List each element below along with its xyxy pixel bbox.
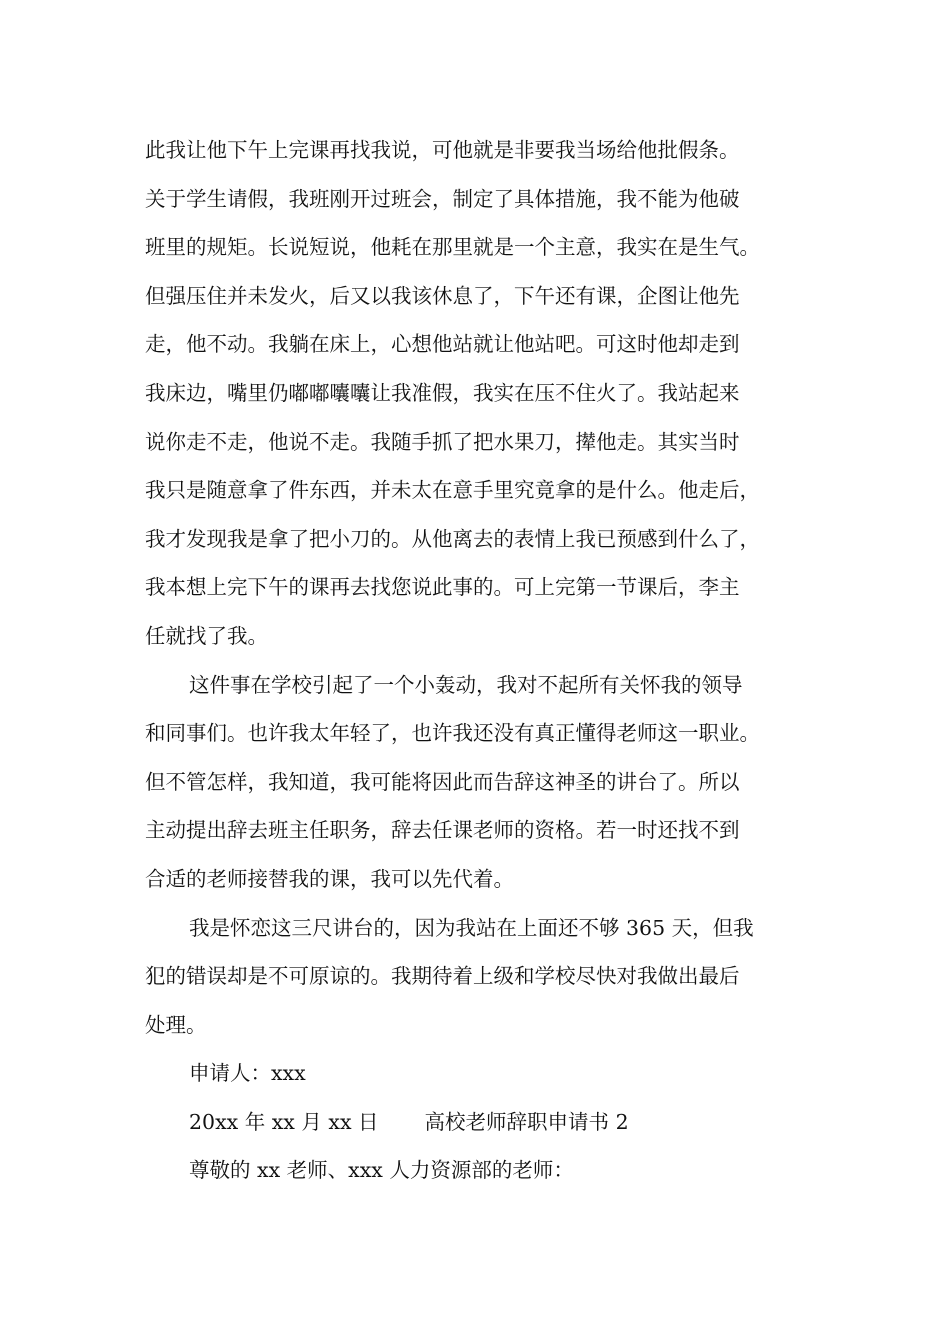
text-line: 我才发现我是拿了把小刀的。从他离去的表情上我已预感到什么了， <box>145 526 760 551</box>
document-body <box>145 126 825 1195</box>
text-line: 关于学生请假，我班刚开过班会，制定了具体措施，我不能为他破 <box>145 186 740 211</box>
text-line: 这件事在学校引起了一个小轰动，我对不起所有关怀我的领导 <box>189 672 743 697</box>
text-line: 和同事们。也许我太年轻了，也许我还没有真正懂得老师这一职业。 <box>145 721 760 746</box>
text-line: 但不管怎样，我知道，我可能将因此而告辞这神圣的讲台了。所以 <box>145 769 740 794</box>
text-line: 我床边，嘴里仍嘟嘟囔囔让我准假，我实在压不住火了。我站起来 <box>145 380 740 405</box>
text-line: 我本想上完下午的课再去找您说此事的。可上完第一节课后，李主 <box>145 575 740 600</box>
text-line: 此我让他下午上完课再找我说，可他就是非要我当场给他批假条。 <box>145 138 740 162</box>
text-line: 但强压住并未发火，后又以我该休息了，下午还有课，企图让他先 <box>145 283 740 308</box>
paragraph-3 <box>145 904 825 1050</box>
date-and-title-line <box>145 1098 825 1147</box>
applicant-line: 申请人：xxx <box>189 1061 306 1086</box>
text-line: 班里的规矩。长说短说，他耗在那里就是一个主意，我实在是生气。 <box>145 235 760 260</box>
text-line: 犯的错误却是不可原谅的。我期待着上级和学校尽快对我做出最后 <box>145 964 740 989</box>
text-line: 我是怀恋这三尺讲台的，因为我站在上面还不够 365 天，但我 <box>189 915 754 940</box>
text-line: 合适的老师接替我的课，我可以先代着。 <box>145 866 514 891</box>
text-line: 任就找了我。 <box>145 623 268 648</box>
text-line: 主动提出辞去班主任职务，辞去任课老师的资格。若一时还找不到 <box>145 818 740 843</box>
text-line: 处理。 <box>145 1012 207 1037</box>
text-line: 走，他不动。我躺在床上，心想他站就让他站吧。可这时他却走到 <box>145 332 740 357</box>
paragraph-1 <box>145 126 825 661</box>
text-line: 说你走不走，他说不走。我随手抓了把水果刀，撵他走。其实当时 <box>145 429 740 454</box>
date-text: 20xx 年 xx 月 xx 日 <box>189 1109 379 1134</box>
text-line: 我只是随意拿了件东西，并未太在意手里究竟拿的是什么。他走后， <box>145 478 760 503</box>
paragraph-2 <box>145 661 825 904</box>
salutation-line: 尊敬的 xx 老师、xxx 人力资源部的老师： <box>189 1158 574 1183</box>
next-document-title: 高校老师辞职申请书 2 <box>424 1109 629 1134</box>
